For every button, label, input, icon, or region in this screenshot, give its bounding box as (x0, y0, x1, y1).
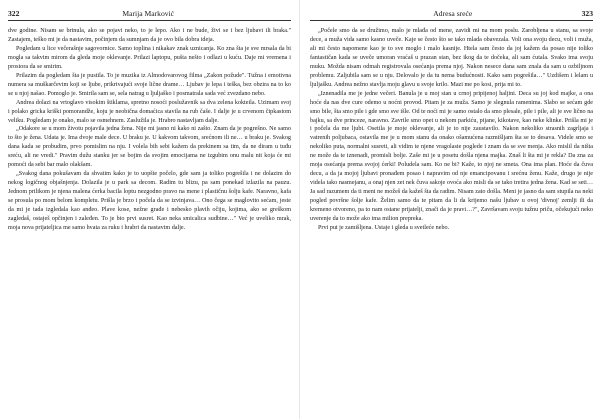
paragraph: „Iznenadila me je jedne večeri. Banula je u moj stan u crnoj pripijenoj haljini. Deca su joj kod majke, a ona hoće da nas dve cure odemo u noćni provod. Pitam je za muža. Samo je slegnula ramenima. Slabo se sećam gde smo bile, šta smo pile i gde smo sve išle. Od te noći mi je samo ostalo da smo plesale, pile i pile, ali je sve lično na bajku, sa dve princeze, naravno. Zavrile smo opet u nekom parkiću, pijane, kikotave, kao neke klinke. Prišla mi je i počela da me ljubi. Osetila je moje oklevanje, ali je to nije zaustavilo. Nakon nekoliko strasnih zagrljaja i vatrenih poljubaca, ostavila me je u mom stanu da onako ošamućena razmišljam šta se to desava. Videle smo se nekoliko puta, normalni susreti, ali vidim te njene vragolaste poglede i znam da se sve menja. Ako mislil da ništa ne može da te iznenadi, promisli bolje. Zaše mi je u posetu došla njena majka. Znaš li šta mi je rekla? Da zna za moja osećanja prema svojoj ćerki! Poludela sam. Ko ne bi? Kaže, to njoj ne smeta. Ona ima plan. Hoće da čuva decu, a da ja mojoj ljubavi pronađem posao i napravim od nje emancipovanu i srećnu ženu. Kaže, drugo je nije videla tako nasmejanu, a onaj njen zet nek čuva sakoje ovoća ako misli da se tako tretira jedna žena. Kad se seti… Ja sad razumem da ti meni ne možeš da kažeš šta da radim. Nisam zato došla. Meni je jasno da sam stupila na neki pogled površne šolje kafe. Želim samo da te pitam da li da krijemo našu ljubav u ovoj 'divnoj' zemlji ili da kremeno otvoreno, pa to nam ostane prijatelji, znači da je pravi…?", Završavam svoju tužnu priču, očekujući neko uverenje da to može ako ima milion prepreka. (310, 90, 593, 223)
left-page-number: 322 (8, 9, 20, 18)
right-page (310, 0, 593, 419)
book-gutter (299, 0, 300, 419)
right-page-number: 323 (581, 9, 593, 18)
paragraph: dve godine. Nisam se brinula, ako se pojavi neko, to je lepo. Ako i ne bude, živi se i bez ljubavi ili braka." Zastajem, teško mi je da nastavim, počinjem da sumnjam da je ovo bila dobra ideja. (8, 28, 291, 43)
paragraph: Pogledam u lice večerašnje sagovornice. Samo toplina i nikakav znak uznicanja. Ko zna šta je sve mrsala da bi mogla sa takvim mirom da gleda moje oklevanje. Prilazi laptopu, pušta nešto i odlazi u kuću. Daje mi vremena i prostora da se smirim. (8, 45, 291, 70)
paragraph: Prvi put je zamišljena. Ustaje i gleda u svetleće nebo. (318, 224, 450, 231)
paragraph: Andrea dolazi na vrtoglavo visokim štiklama, spretno nosoći poslužavnik sa dva zelena kokteila. Uzimam svoj i polako gricka kriški pomorandže, koju je neobična domaćica stavila na rub čaše. I dalje je u crvenom čipkastom veliku. Pogledam je onako, malo se osmehnem. Zaslužila je. Hrabro nastavljam dalje. (8, 99, 291, 124)
left-page (8, 0, 291, 419)
paragraph: „Odakore se u mom životu pojavila jedna žena. Nije mi jasno ni kako ni zašto. Znam da je pogrešno. Ne samo to što je žena. Udata je. Ima dvoje male dece. U braku je. U kakvom takvom, srećnom ili ne… u braku je. Svakog dana kada se probudim, prvo pomislim na nju. I volela bih sebi kažem da prekinem sa tim, da ne diram u tuđu sreću, ali ne vredi." Pravim dužu stanku jer se bojim da svojim emocijama ne izgubim onu malu nit koja će mi pomoći da sebi bar malo olakšam. (8, 126, 291, 169)
right-page-body (310, 27, 593, 233)
right-running-head (310, 4, 593, 21)
left-running-head (8, 4, 291, 21)
left-page-body (8, 27, 291, 233)
left-running-title: Marija Marković (122, 9, 175, 18)
right-running-title: Adresa sreće (433, 9, 473, 18)
paragraph: Prilazim da pogledam šta je pustila. To je muzika iz Almodovarovog filma „Zakon požude". Tužna i emotivna numera sa muškarčevim koji se ljube, prikrivajući svoje lične drame… Ljubav je lepa i teška, bez obzira na to ko se u njoj našao. Pomoglo je. Smirila sam se, sela natrag u ljuljaško i posmatrala sada već zvezdano nebo. (8, 72, 291, 97)
paragraph: „Počele smo da se družimo, malo je mlađa od mene, zavidi mi na mom poslu. Zarobljena u stanu, sa svoje dece, a muža vida samo kasno uveče. Kaje se često što se tako mlada obavezala. Voli ona svoju decu, voli i muža, ali mi često napomene kao je to sve moglo i malo kasnije. Htela sam često da joj kažem da posao nije toliko fantastičan kada se uveče umoran vraćaš u prazan stan, bez ikog da te dočeka, ali sam ćutala. Svako ima svoju muku. Možda nisam odmah registrovala osećanja prema njoj. Nakon nesece dana sam znala da sam u ozbiljnom problemu. Zaljubila sam se u nju. Delovalo je da tu nema budućnosti. Kako sam pogrešila…" Uzdišem i lelam u ljuljašku. Andrea nežno stavlja moju glavu u svoje krilo. Mazi me po kosi, prija mi to. (310, 28, 593, 88)
paragraph: „Svakog dana pokušavam da shvatim kako je to uopšte počelo, gde sam ja toliko pogrešila i ne dolazim do nekog logičnog objašnjenja. Dolazila je u park sa decom. Radim tu blizu, pa sam ponekad izlazila na pauzu. Jednom prilikom je njena malena ćerka bacila loptu nezgodno pravo na mene i plastičnu šolju kafe. Naravno, kafa se prosula po mom belom kompletu. Prišla je brzo i počela da se izvinjava… Ono čega se maglovito sećam, jeste da mi je tada izgledala kao anđeo. Plave kose, nežne građe i nebesko plavih očiju, kojima, ako se greškom zagledaš, ostaješ opčinjen i zaleđen. To je bio prvi susret. Kao neka smicalica sudbine…" Već je uveliko mrak, moja nova prijateljica me samo hvata za ruku i hrabri da nastavim dalje. (8, 171, 291, 231)
